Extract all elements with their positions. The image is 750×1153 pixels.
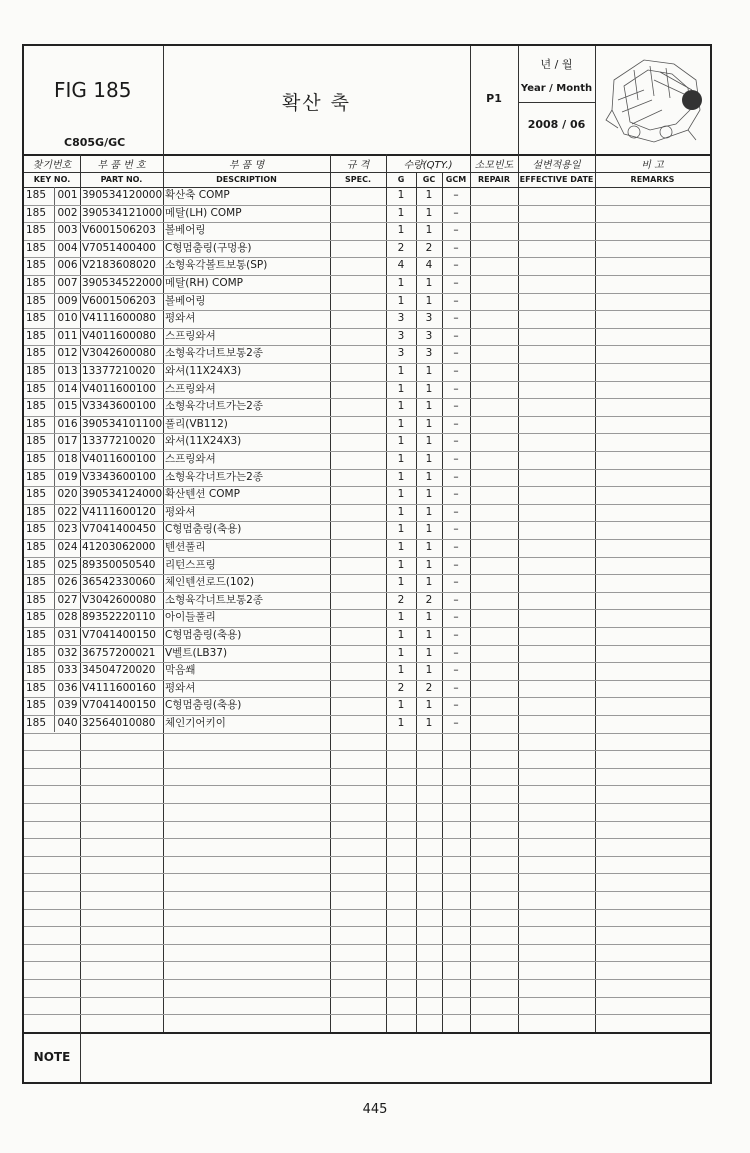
col-key-no-ko: 찾기번호 [32,160,72,171]
col-qty-gcm: GCM [445,175,467,184]
row-line [24,961,710,962]
cell-g: 1 [397,611,405,624]
page-number: 445 [362,1102,388,1117]
cell-gc: 1 [425,646,433,659]
cell-gcm: – [453,277,459,289]
cell-gc: 4 [425,259,433,272]
cell-g: 1 [397,576,405,589]
cell-gc: 1 [425,664,433,677]
cell-part: 390534120000 [82,189,163,201]
cell-gcm: – [453,400,459,413]
col-effective-ko: 설변적용일 [532,160,581,171]
cell-g: 1 [397,541,405,553]
cell-part: 89352220110 [82,611,156,624]
cell-gcm: – [453,382,459,395]
cell-gc: 1 [425,400,433,413]
col-spec-ko: 규 격 [346,160,370,171]
cell-part: 36542330060 [82,576,156,589]
cell-gcm: – [453,646,459,659]
cell-part: 34504720020 [82,664,156,677]
cell-fig: 185 [26,558,47,571]
cell-fig: 185 [26,417,47,430]
cell-g: 2 [397,593,405,606]
cell-key: 012 [57,347,78,360]
cell-part: 390534124000 [82,488,163,501]
cell-part: V7041400450 [82,523,156,536]
cell-part: V7041400150 [82,699,156,712]
cell-gcm: – [453,329,459,342]
cell-part: V4111600120 [82,505,156,518]
col-part-no-ko: 부 품 번 호 [97,160,146,171]
cell-gc: 1 [425,629,433,641]
cell-part: V3343600100 [82,470,156,483]
cell-fig: 185 [26,400,47,413]
cell-gc: 3 [425,329,433,342]
col-description-ko: 부 품 명 [228,160,265,171]
cell-desc: 스프링와셔 [165,329,216,342]
row-line [24,944,710,945]
row-line [24,803,710,804]
cell-key: 026 [57,576,78,589]
cell-key: 031 [57,629,78,641]
cell-key: 023 [57,523,78,536]
col-qty-gc: GC [422,175,436,184]
cell-desc: 리턴스프링 [165,558,216,571]
cell-gcm: – [453,576,459,589]
cell-g: 1 [397,664,405,677]
cell-g: 1 [397,224,405,237]
cell-desc: 텐션풀리 [165,541,206,553]
row-line [24,821,710,822]
cell-fig: 185 [26,206,47,219]
row-line [24,997,710,998]
cell-gcm: – [453,224,459,237]
note-label: NOTE [33,1050,71,1064]
cell-g: 1 [397,629,405,641]
cell-fig: 185 [26,576,47,589]
cell-part: 13377210020 [82,435,156,448]
row-line [24,909,710,910]
cell-gcm: – [453,593,459,606]
cell-desc: 아이들풀리 [165,611,216,624]
cell-key: 019 [57,470,78,483]
cell-g: 1 [397,558,405,571]
combine-harvester-icon [604,50,708,150]
cell-gc: 1 [425,541,433,553]
cell-gc: 1 [425,576,433,589]
cell-desc: C형멈춤링(축용) [165,699,242,712]
cell-key: 015 [57,400,78,413]
figure-number: FIG 185 [54,78,132,102]
cell-part: 13377210020 [82,365,156,377]
row-line [24,785,710,786]
cell-part: 89350050540 [82,558,156,571]
cell-key: 006 [57,259,78,272]
cell-fig: 185 [26,241,47,254]
cell-desc: 소형육각너트가는2종 [165,400,263,413]
cell-gc: 3 [425,312,433,325]
cell-fig: 185 [26,699,47,712]
cell-part: V7051400400 [82,241,156,254]
cell-fig: 185 [26,453,47,465]
cell-part: 390534522000 [82,277,163,289]
cell-gcm: – [453,523,459,536]
cell-g: 2 [397,241,405,254]
cell-fig: 185 [26,629,47,641]
cell-gc: 1 [425,224,433,237]
cell-key: 027 [57,593,78,606]
cell-key: 017 [57,435,78,448]
row-line [24,856,710,857]
cell-desc: 막음쐐 [165,664,196,677]
cell-fig: 185 [26,329,47,342]
cell-gcm: – [453,347,459,360]
cell-desc: C형멈춤링(축용) [165,523,242,536]
cell-gc: 1 [425,435,433,448]
cell-fig: 185 [26,523,47,536]
cell-gc: 1 [425,611,433,624]
cell-g: 1 [397,523,405,536]
cell-gcm: – [453,717,459,729]
cell-fig: 185 [26,681,47,694]
cell-gcm: – [453,206,459,219]
cell-part: V2183608020 [82,259,156,272]
cell-part: V4111600160 [82,681,156,694]
col-qty-ko: 수량(QTY.) [403,160,453,171]
cell-part: 36757200021 [82,646,156,659]
cell-part: V3042600080 [82,593,156,606]
cell-desc: 소형육각너트보통2종 [165,593,263,606]
cell-g: 4 [397,259,405,272]
cell-fig: 185 [26,259,47,272]
cell-gc: 1 [425,717,433,729]
cell-g: 1 [397,453,405,465]
year-month-ko: 년 / 월 [540,58,573,71]
cell-gc: 1 [425,294,433,307]
cell-fig: 185 [26,593,47,606]
cell-gc: 1 [425,417,433,430]
cell-gc: 1 [425,189,433,201]
cell-key: 025 [57,558,78,571]
cell-fig: 185 [26,294,47,307]
col-key-no-en: KEY NO. [33,175,71,184]
cell-gcm: – [453,611,459,624]
cell-desc: 소형육각너트보통2종 [165,347,263,360]
cell-desc: 확산텐션 COMP [165,488,240,501]
cell-g: 1 [397,189,405,201]
cell-gcm: – [453,699,459,712]
cell-desc: 볼베어링 [165,294,206,307]
cell-gc: 1 [425,453,433,465]
cell-gcm: – [453,558,459,571]
cell-part: V4111600080 [82,312,156,325]
col-effective-en: EFFECTIVE DATE [519,175,594,184]
model-code: C805G/GC [64,136,126,149]
cell-key: 028 [57,611,78,624]
cell-key: 007 [57,277,78,289]
col-description-en: DESCRIPTION [216,175,277,184]
row-line [24,750,710,751]
cell-g: 1 [397,470,405,483]
cell-part: V4011600100 [82,453,156,465]
cell-key: 014 [57,382,78,395]
assembly-title: 확산 축 [281,92,352,114]
cell-desc: 메탈(LH) COMP [165,206,242,219]
cell-g: 1 [397,382,405,395]
cell-g: 1 [397,206,405,219]
cell-desc: 평와셔 [165,681,196,694]
cell-gcm: – [453,241,459,254]
cell-fig: 185 [26,312,47,325]
cell-key: 040 [57,717,78,729]
cell-part: 390534121000 [82,206,163,219]
cell-fig: 185 [26,505,47,518]
cell-fig: 185 [26,277,47,289]
cell-g: 1 [397,435,405,448]
cell-key: 011 [57,329,78,342]
cell-gcm: – [453,488,459,501]
cell-desc: 평와셔 [165,505,196,518]
cell-key: 039 [57,699,78,712]
cell-gc: 1 [425,277,433,289]
cell-g: 3 [397,329,405,342]
cell-gc: 1 [425,382,433,395]
cell-g: 1 [397,365,405,377]
col-part-no-en: PART NO. [100,175,143,184]
cell-key: 036 [57,681,78,694]
cell-part: V6001506203 [82,224,156,237]
row-line [24,1014,710,1015]
cell-fig: 185 [26,717,47,729]
cell-gcm: – [453,417,459,430]
cell-gc: 1 [425,488,433,501]
cell-fig: 185 [26,189,47,201]
cell-desc: 와셔(11X24X3) [165,365,242,377]
cell-g: 1 [397,646,405,659]
page-code: P1 [486,92,502,105]
cell-desc: 스프링와셔 [165,382,216,395]
cell-desc: 체인텐션로드(102) [165,576,255,589]
row-line [24,838,710,839]
cell-g: 1 [397,488,405,501]
cell-gc: 2 [425,593,433,606]
cell-part: V3042600080 [82,347,156,360]
row-line [24,926,710,927]
cell-desc: 확산축 COMP [165,189,230,201]
cell-g: 1 [397,417,405,430]
cell-part: V3343600100 [82,400,156,413]
cell-gc: 1 [425,699,433,712]
cell-key: 018 [57,453,78,465]
row-line [24,733,710,734]
cell-fig: 185 [26,611,47,624]
cell-gcm: – [453,259,459,272]
cell-gcm: – [453,312,459,325]
cell-desc: 풀리(VB112) [165,417,228,430]
cell-g: 2 [397,681,405,694]
cell-g: 1 [397,505,405,518]
cell-fig: 185 [26,382,47,395]
cell-gc: 1 [425,523,433,536]
cell-key: 020 [57,488,78,501]
cell-key: 013 [57,365,78,377]
col-repair-ko: 소모빈도 [474,160,514,171]
col-spec-en: SPEC. [345,175,371,184]
cell-part: V4011600080 [82,329,156,342]
cell-key: 004 [57,241,78,254]
cell-fig: 185 [26,488,47,501]
cell-desc: 스프링와셔 [165,453,216,465]
cell-gc: 3 [425,347,433,360]
cell-fig: 185 [26,365,47,377]
cell-desc: C형멈춤링(구멍용) [165,241,252,254]
cell-g: 3 [397,312,405,325]
cell-part: V4011600100 [82,382,156,395]
revision-date: 2008 / 06 [527,118,586,131]
cell-fig: 185 [26,470,47,483]
cell-fig: 185 [26,435,47,448]
cell-part: V7041400150 [82,629,156,641]
cell-gcm: – [453,453,459,465]
col-repair-en: REPAIR [477,175,511,184]
row-line [24,768,710,769]
cell-key: 032 [57,646,78,659]
cell-part: V6001506203 [82,294,156,307]
cell-desc: 체인기어키이 [165,717,226,729]
cell-gc: 1 [425,558,433,571]
col-qty-g: G [397,175,405,184]
col-remarks-en: REMARKS [630,175,675,184]
cell-desc: 평와셔 [165,312,196,325]
cell-key: 010 [57,312,78,325]
cell-key: 003 [57,224,78,237]
row-line [24,873,710,874]
cell-desc: 소형육각너트가는2종 [165,470,263,483]
cell-gc: 1 [425,206,433,219]
cell-gcm: – [453,629,459,641]
cell-key: 009 [57,294,78,307]
cell-gcm: – [453,435,459,448]
row-line [24,979,710,980]
parts-list-frame [22,44,712,1084]
cell-gc: 1 [425,470,433,483]
cell-part: 41203062000 [82,541,156,553]
cell-fig: 185 [26,541,47,553]
cell-desc: 메탈(RH) COMP [165,277,243,289]
cell-key: 033 [57,664,78,677]
cell-g: 1 [397,717,405,729]
year-month-en: Year / Month [520,83,593,94]
cell-gcm: – [453,664,459,677]
cell-key: 001 [57,189,78,201]
cell-gcm: – [453,294,459,307]
cell-gc: 1 [425,365,433,377]
col-remarks-ko: 비 고 [641,160,664,171]
cell-desc: V벨트(LB37) [165,646,228,659]
cell-part: 390534101100 [82,417,163,430]
cell-desc: 볼베어링 [165,224,206,237]
cell-gcm: – [453,189,459,201]
cell-key: 002 [57,206,78,219]
cell-gcm: – [453,365,459,377]
cell-desc: 소형육각볼트보통(SP) [165,259,268,272]
cell-part: 32564010080 [82,717,156,729]
cell-fig: 185 [26,646,47,659]
cell-fig: 185 [26,347,47,360]
cell-gcm: – [453,681,459,694]
cell-gcm: – [453,541,459,553]
cell-gcm: – [453,505,459,518]
row-line [24,891,710,892]
cell-g: 1 [397,699,405,712]
cell-gc: 2 [425,681,433,694]
cell-g: 1 [397,277,405,289]
cell-key: 024 [57,541,78,553]
cell-gcm: – [453,470,459,483]
cell-desc: 와셔(11X24X3) [165,435,242,448]
cell-desc: C형멈춤링(축용) [165,629,242,641]
cell-g: 3 [397,347,405,360]
cell-fig: 185 [26,224,47,237]
cell-gc: 1 [425,505,433,518]
cell-g: 1 [397,294,405,307]
cell-key: 022 [57,505,78,518]
cell-fig: 185 [26,664,47,677]
cell-g: 1 [397,400,405,413]
cell-key: 016 [57,417,78,430]
cell-gc: 2 [425,241,433,254]
